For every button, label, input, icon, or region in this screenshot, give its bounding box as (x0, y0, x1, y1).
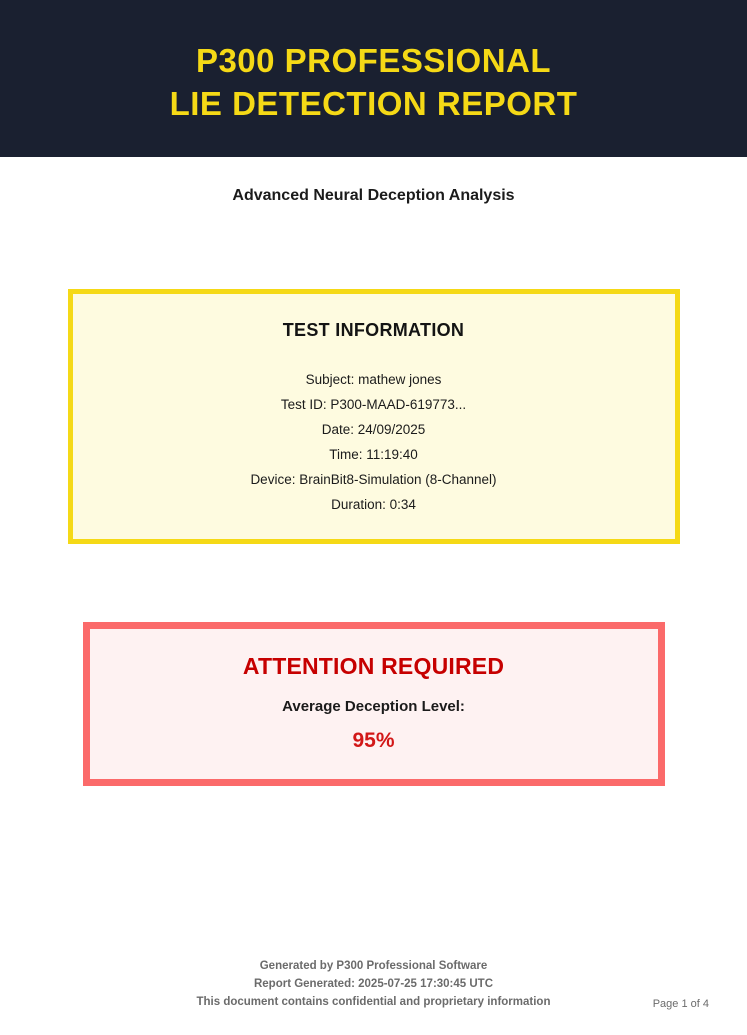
report-subtitle: Advanced Neural Deception Analysis (232, 187, 515, 204)
test-info-date: Date: 24/09/2025 (321, 422, 426, 437)
test-info-time: Time: 11:19:40 (329, 447, 418, 462)
test-info-test-id: Test ID: P300-MAAD-619773... (280, 397, 467, 412)
test-information-heading: TEST INFORMATION (282, 320, 465, 340)
test-info-subject: Subject: mathew jones (305, 372, 442, 387)
average-deception-label: Average Deception Level: (282, 698, 465, 715)
report-header-banner (0, 0, 747, 157)
test-info-device: Device: BrainBit8-Simulation (8-Channel) (250, 472, 497, 487)
footer-confidentiality-notice: This document contains confidential and proprietary information (196, 996, 551, 1008)
average-deception-value: 95% (352, 729, 395, 752)
test-info-duration: Duration: 0:34 (331, 497, 416, 512)
footer-generated-by: Generated by P300 Professional Software (259, 960, 488, 972)
report-footer (0, 957, 747, 1035)
report-title-line-2: LIE DETECTION REPORT (169, 84, 578, 122)
alert-title: ATTENTION REQUIRED (242, 653, 505, 679)
report-title-line-1: P300 PROFESSIONAL (195, 41, 552, 79)
footer-generated-timestamp: Report Generated: 2025-07-25 17:30:45 UTC (253, 978, 494, 990)
deception-alert-panel (83, 622, 665, 786)
page-number: Page 1 of 4 (652, 998, 709, 1010)
test-information-panel (68, 289, 680, 544)
